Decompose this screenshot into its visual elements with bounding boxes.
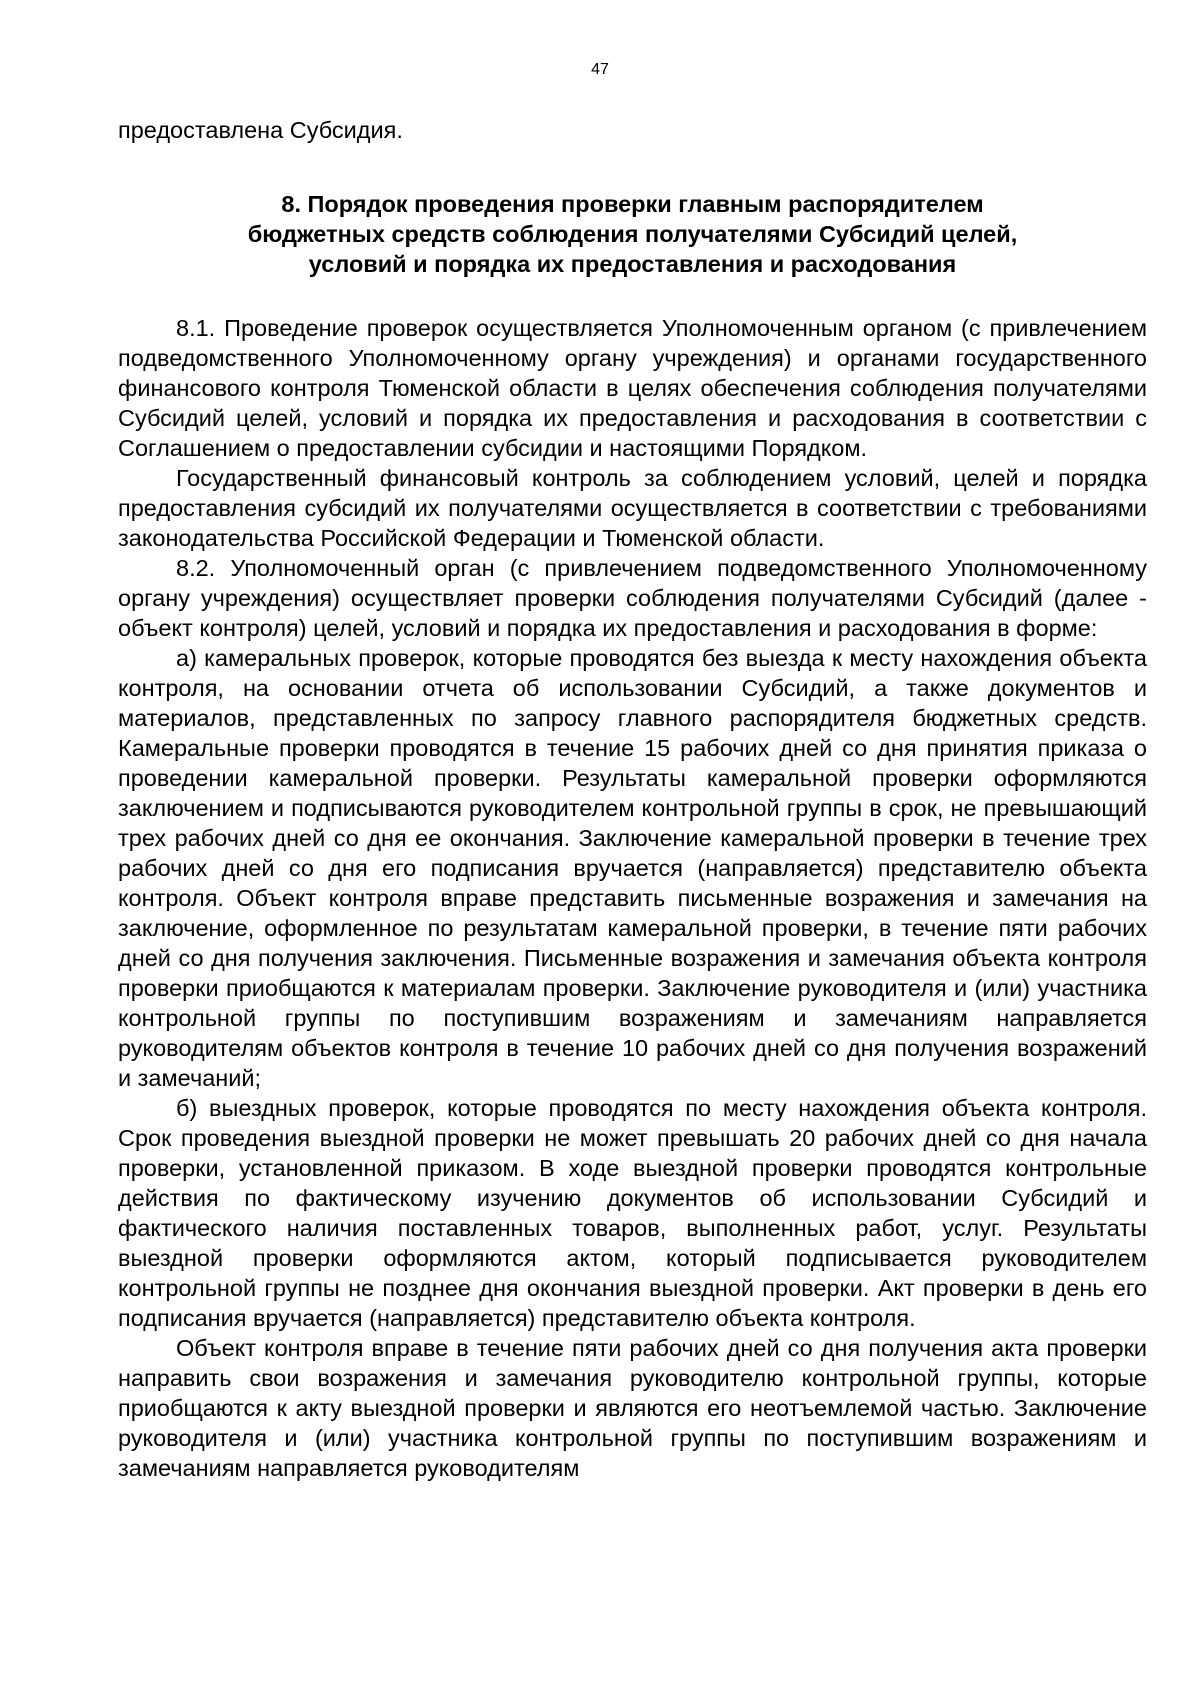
section-heading [118, 189, 1147, 279]
page-content [118, 115, 1147, 1483]
paragraph-state-control: Государственный финансовый контроль за соблюдением условий, целей и порядка предоставления субсидий их получателями осуществляется в соответствии с требованиями законодательства Российской Федерации и Тюменской области. [118, 465, 1147, 551]
paragraph-8-1: 8.1. Проведение проверок осуществляется Уполномоченным органом (с привлечением подведомственного Уполномоченному органу учреждения) и органами государственного финансового контроля Тюменской области в целях обеспечения соблюдения получателями Субсидий целей, условий и порядка их предоставления и расходования в соответствии с Соглашением о предоставлении субсидии и настоящими Порядком. [118, 315, 1147, 461]
section-heading-line: 8. Порядок проведения проверки главным распорядителем [281, 191, 984, 217]
paragraph-objections: Объект контроля вправе в течение пяти рабочих дней со дня получения акта проверки направить свои возражения и замечания руководителю контрольной группы, которые приобщаются к акту выездной проверки и являются его неотъемлемой частью. Заключение руководителя и (или) участника контрольной группы по поступившим возражениям и замечаниям направляется руководителям [118, 1335, 1147, 1481]
paragraph-item-b: б) выездных проверок, которые проводятся по месту нахождения объекта контроля. Срок проведения выездной проверки не может превышать 20 рабочих дней со дня начала проверки, установленной приказом. В ходе выездной проверки проводятся контрольные действия по фактическому изучению документов об использовании Субсидий и фактического наличия поставленных товаров, выполненных работ, услуг. Результаты выездной проверки оформляются актом, который подписывается руководителем контрольной группы не позднее дня окончания выездной проверки. Акт проверки в день его подписания вручается (направляется) представителю объекта контроля. [118, 1095, 1147, 1331]
paragraph-8-2: 8.2. Уполномоченный орган (с привлечением подведомственного Уполномоченному органу учреждения) осуществляет проверки соблюдения получателями Субсидий (далее - объект контроля) целей, условий и порядка их предоставления и расходования в форме: [118, 555, 1147, 641]
continuation-text: предоставлена Субсидия. [118, 117, 403, 143]
section-heading-line: бюджетных средств соблюдения получателями Субсидий целей, [247, 221, 1018, 247]
page-number: 47 [591, 61, 609, 78]
section-heading-line: условий и порядка их предоставления и расходования [308, 251, 957, 277]
paragraph-item-a: а) камеральных проверок, которые проводятся без выезда к месту нахождения объекта контроля, на основании отчета об использовании Субсидий, а также документов и материалов, представленных по запросу главного распорядителя бюджетных средств. Камеральные проверки проводятся в течение 15 рабочих дней со дня принятия приказа о проведении камеральной проверки. Результаты камеральной проверки оформляются заключением и подписываются руководителем контрольной группы в срок, не превышающий трех рабочих дней со дня ее окончания. Заключение камеральной проверки в течение трех рабочих дней со дня его подписания вручается (направляется) представителю объекта контроля. Объект контроля вправе представить письменные возражения и замечания на заключение, оформленное по результатам камеральной проверки, в течение пяти рабочих дней со дня получения заключения. Письменные возражения и замечания объекта контроля проверки приобщаются к материалам проверки. Заключение руководителя и (или) участника контрольной группы по поступившим возражениям и замечаниям направляется руководителям объектов контроля в течение 10 рабочих дней со дня получения возражений и замечаний; [118, 645, 1147, 1091]
